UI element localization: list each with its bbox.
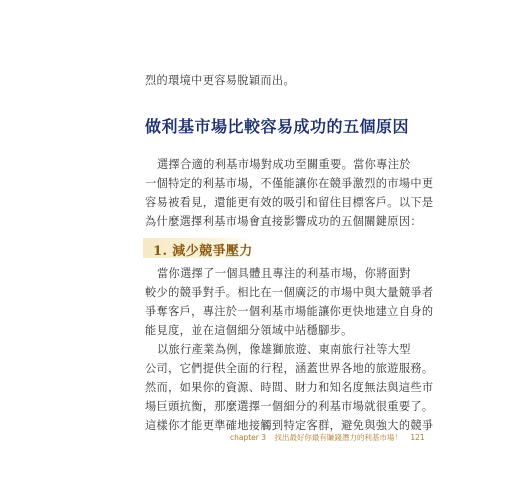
- paragraph-line: 然而，如果你的資源、時間、財力和知名度無法與這些市: [145, 381, 434, 394]
- paragraph-line: 爭奪客戶，專注於一個利基市場能讓你更快地建立自身的: [145, 305, 434, 318]
- paragraph-line: 場巨頭抗衡，那麼選擇一個細分的利基市場就很重要了。: [145, 400, 434, 413]
- body-text-line: 烈的環境中更容易脫穎而出。: [145, 74, 295, 87]
- paragraph-line: 較少的競爭對手。相比在一個廣泛的市場中與大量競爭者: [145, 286, 434, 299]
- page-number: 121: [410, 433, 425, 442]
- subsection-title-highlight: [143, 238, 253, 258]
- footer-chapter: chapter 3: [230, 433, 267, 442]
- paragraph-line: 容易被看見，還能更有效的吸引和留住目標客戶。以下是: [145, 196, 434, 209]
- section-heading: 做利基市場比較容易成功的五個原因: [145, 117, 410, 136]
- paragraph-line: 以旅行產業為例，像雄獅旅遊、東南旅行社等大型: [157, 343, 411, 356]
- paragraph-line: 一個特定的利基市場，不僅能讓你在競爭激烈的市場中更: [145, 177, 434, 190]
- subsection-title: 1. 減少競爭壓力: [153, 244, 253, 259]
- paragraph-line: 公司，它們提供全面的行程，涵蓋世界各地的旅遊服務。: [145, 362, 434, 375]
- page-footer: [230, 432, 431, 443]
- paragraph-line: 當你選擇了一個具體且專注的利基市場，你將面對: [157, 267, 411, 280]
- paragraph-line: 能見度，並在這個細分領域中站穩腳步。: [145, 324, 353, 337]
- paragraph-line: 選擇合適的利基市場對成功至關重要。當你專注於: [157, 158, 411, 171]
- footer-chapter-title: 找出最好你最有賺錢潛力的利基市場！: [274, 433, 402, 442]
- paragraph-line: 這樣你才能更準確地接觸到特定客群，避免與強大的競爭: [145, 419, 434, 432]
- paragraph-line: 為什麼選擇利基市場會直接影響成功的五個關鍵原因：: [145, 215, 422, 228]
